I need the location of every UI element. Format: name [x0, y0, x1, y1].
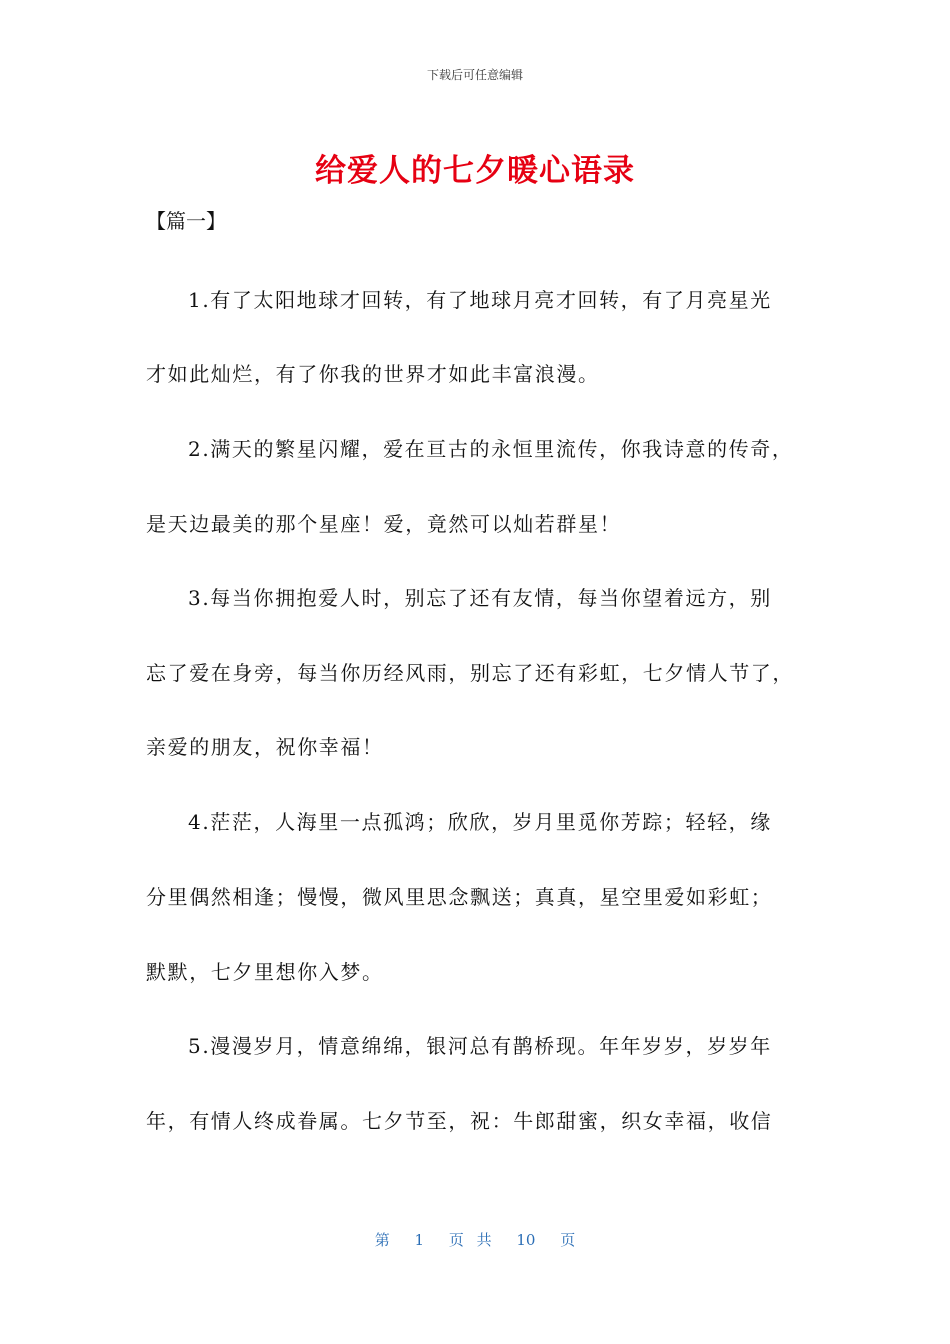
paragraph-line: 默默，七夕里想你入梦。: [146, 960, 384, 984]
paragraph-line: 忘了爱在身旁，每当你历经风雨，别忘了还有彩虹，七夕情人节了，: [146, 661, 794, 685]
footer-page-number: 1: [414, 1231, 425, 1249]
page-footer: [0, 1229, 950, 1250]
paragraph-line: 分里偶然相逢；慢慢，微风里思念飘送；真真，星空里爱如彩虹；: [146, 885, 773, 909]
footer-page-of: 页 共: [448, 1231, 492, 1249]
footer-page-suffix: 页: [560, 1231, 576, 1249]
paragraph-line: 是天边最美的那个星座！爱，竟然可以灿若群星！: [146, 512, 622, 536]
header-note: 下载后可任意编辑: [426, 68, 523, 82]
paragraph-line: 才如此灿烂，有了你我的世界才如此丰富浪漫。: [146, 362, 600, 386]
footer-total-pages: 10: [516, 1231, 536, 1249]
paragraph-line: 4.茫茫，人海里一点孤鸿；欣欣，岁月里觅你芳踪；轻轻，缘: [188, 810, 772, 834]
paragraph-line: 1.有了太阳地球才回转，有了地球月亮才回转，有了月亮星光: [188, 288, 772, 312]
document-title: 给爱人的七夕暖心语录: [315, 153, 635, 189]
paragraph-line: 2.满天的繁星闪耀，爱在亘古的永恒里流传，你我诗意的传奇，: [188, 437, 794, 461]
footer-page-label: 第: [374, 1231, 390, 1249]
paragraph-line: 年，有情人终成眷属。七夕节至，祝：牛郎甜蜜，织女幸福，收信: [146, 1109, 773, 1133]
paragraph-line: 3.每当你拥抱爱人时，别忘了还有友情，每当你望着远方，别: [188, 586, 772, 610]
section-heading: 【篇一】: [146, 209, 226, 233]
paragraph-line: 亲爱的朋友，祝你幸福！: [146, 735, 384, 759]
paragraph-line: 5.漫漫岁月，情意绵绵，银河总有鹊桥现。年年岁岁，岁岁年: [188, 1034, 772, 1058]
